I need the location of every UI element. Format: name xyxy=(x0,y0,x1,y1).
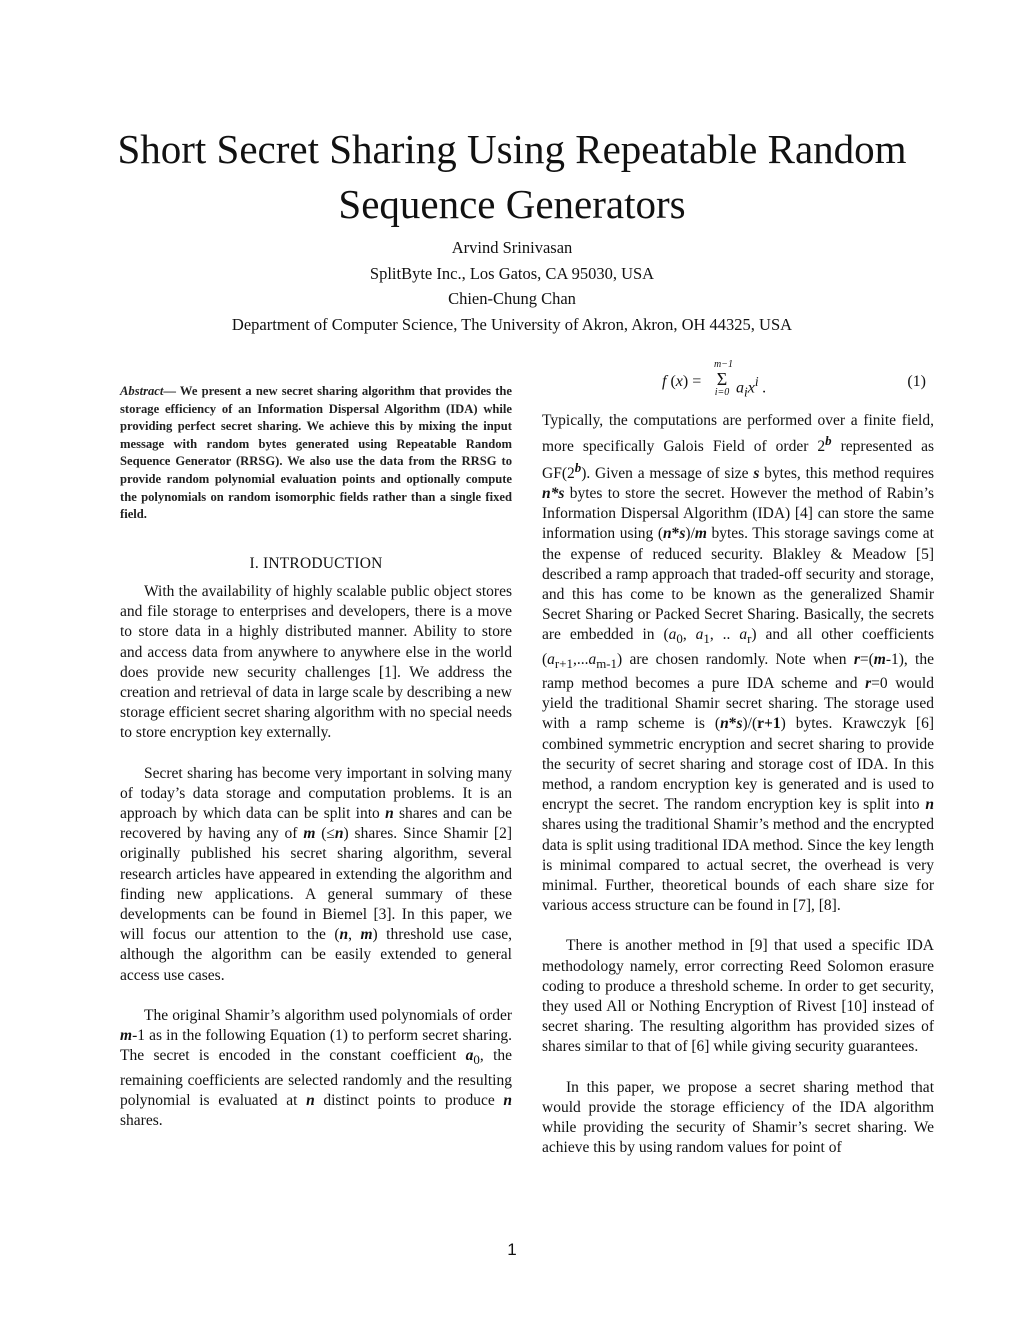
equation-lhs: f (x) = xyxy=(662,373,702,390)
left-column xyxy=(120,366,512,1131)
body-paragraph-2: There is another method in [9] that used a specific IDA methodology namely, error correcting Reed Solomon erasure coding to produce a threshold scheme. In order to get security, they used All or Nothing Encryption of Rivest [10] instead of secret sharing. The resulting algorithm has provided sizes of shares similar to that of [6] while giving security guarantees. xyxy=(542,937,934,1056)
body-paragraph-1: Typically, the computations are performed over a finite field, more specifically Galois Field of order 2$^b$ represented as GF(2$^b$). Given a message of size s bytes, this method requires n*s bytes to store the secret. However the method of Rabin’s Information Dispersal Algorithm (IDA) [4] can store the same information using (n*s)/m bytes. This storage savings come at the expense of reduced security. Blakley & Meadow [5] described a ramp approach that traded-off security and storage, and this has come to be known as the generalized Shamir Secret Sharing or Packed Secret Sharing. Basically, the secrets are embedded in ($a_0$, $a_1$, .. $a_r$) and all other coefficients $(a_{r+1},...a_{m-1})$ are chosen randomly. Note when r=(m-1), the ramp method becomes a pure IDA scheme and r=0 would yield the traditional Shamir secret sharing. The storage used with a ramp scheme is (n*s)/(r+1) bytes. Krawczyk [6] combined symmetric encryption and secret sharing to provide the security of secret sharing and storage cost of IDA. In this method, a random encryption key is generated and is used to encrypt the secret. The random encryption key is split into n shares using the traditional Shamir’s method and the encrypted data is split using traditional IDA method. Since the key length is minimal compared to actual secret, the overhead is very minimal. Further, theoretical bounds of each share size for various access structure can be found in [7], [8]. xyxy=(542,412,935,915)
summation-lower-limit: i=0 xyxy=(714,387,730,398)
author-affiliation-2: Department of Computer Science, The University of Akron, Akron, OH 44325, USA xyxy=(231,314,793,334)
body-paragraph-3: In this paper, we propose a secret sharing method that would provide the storage efficiency of the IDA algorithm while providing the security of Shamir’s secret sharing. We achieve this by using random values for point of xyxy=(542,1078,934,1157)
equation-rhs-coefficient: a xyxy=(736,379,744,397)
intro-paragraph-2: Secret sharing has become very important in solving many of today’s data storage and computation problems. It is an approach by which data can be split into n shares and can be recovered by having any of m (≤n) shares. Since Shamir [2] originally published his secret sharing algorithm, several research articles have appeared in extending the algorithm and finding new applications. A general summary of these developments can be found in Biemel [3]. In this paper, we will focus our attention to the (n, m) threshold use case, although the algorithm can be easily extended to general access use cases. xyxy=(120,764,513,984)
summation-upper-limit: m−1 xyxy=(714,359,733,370)
abstract-label: Abstract xyxy=(120,384,164,398)
intro-paragraph-1: With the availability of highly scalable public object stores and file storage to enterprises and developers, there is a move to store data in a highly distributed manner. Ability to store and access data from anywhere to anywhere else in the world does provide new security challenges [1]. We address the creation and retrieval of data in large scale by describing a new storage efficient secret sharing algorithm with no special needs to store encryption key externally. xyxy=(120,582,512,742)
abstract xyxy=(120,383,512,524)
paper-title xyxy=(0,122,1024,232)
equation-rhs: $a_ix^i$ . xyxy=(736,374,767,400)
equation-1 xyxy=(542,360,934,408)
sigma-glyph: Σ xyxy=(716,369,728,389)
section-heading-introduction: I. INTRODUCTION xyxy=(249,554,383,572)
author-affiliation-1: SplitByte Inc., Los Gatos, CA 95030, USA xyxy=(369,263,655,283)
page-number: 1 xyxy=(507,1240,517,1259)
intro-paragraph-3: The original Shamir’s algorithm used polynomials of order m-1 as in the following Equation (1) to perform secret sharing. The secret is encoded in the constant coefficient $a_0$, the remaining coefficients are selected randomly and the resulting polynomial is evaluated at n distinct points to produce n shares. xyxy=(120,1006,513,1129)
title-line-2: Sequence Generators xyxy=(338,181,686,227)
author-name-1: Arvind Srinivasan xyxy=(451,238,573,257)
right-column xyxy=(542,360,934,1158)
author-name-2: Chien-Chung Chan xyxy=(448,289,576,308)
abstract-text: — We present a new secret sharing algorithm that provides the storage efficiency of an Information Dispersal Algorithm (IDA) while providing perfect secret sharing. We achieve this by mixing the input message with random bytes generated using Repeatable Random Sequence Generator (RRSG). We also use the data from the RRSG to provide random polynomial evaluation points and optionally compute the polynomials on random isomorphic fields rather than a single fixed field. xyxy=(120,384,512,522)
author-block xyxy=(0,235,1024,337)
title-line-1: Short Secret Sharing Using Repeatable Random xyxy=(117,126,907,172)
summation-symbol xyxy=(714,359,733,398)
equation-number: (1) xyxy=(907,373,926,390)
